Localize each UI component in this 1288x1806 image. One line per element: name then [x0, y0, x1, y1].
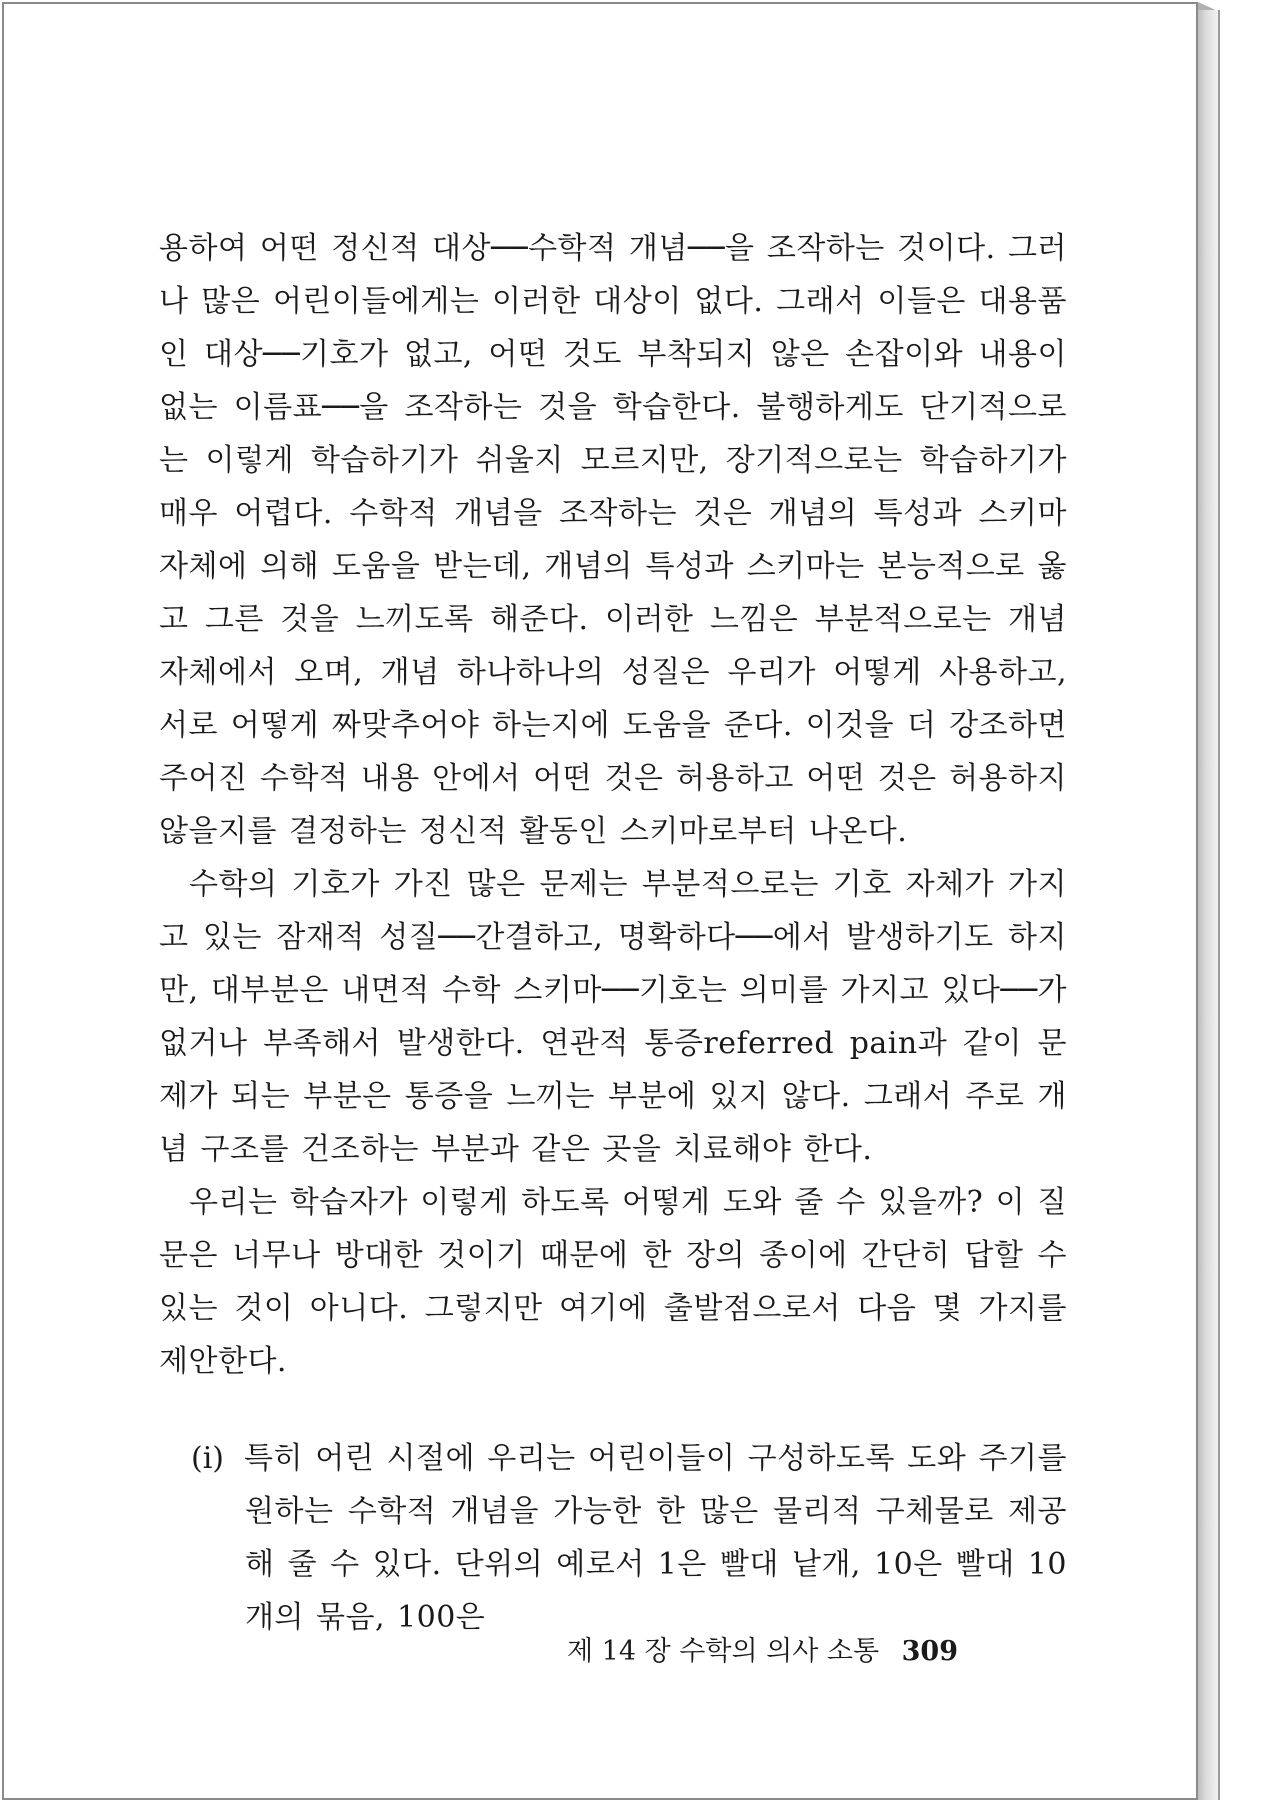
page-number: 309 [901, 1636, 958, 1667]
chapter-title: 제 14 장 수학의 의사 소통 [567, 1636, 880, 1667]
list-marker: (ⅰ) [191, 1441, 225, 1476]
running-footer [567, 1632, 958, 1672]
numbered-list [159, 1432, 1067, 1644]
paragraph: 수학의 기호가 가진 많은 문제는 부분적으로는 기호 자체가 가지고 있는 잠재적 성질──간결하고, 명확하다──에서 발생하기도 하지만, 대부분은 내면적 수학 스키마──기호는 의미를 가지고 있다──가 없거나 부족해서 발생한다. 연관적 통증referred pain과 같이 문제가 되는 부분은 통증을 느끼는 부분에 있지 않다. 그래서 주로 개념 구조를 건조하는 부분과 같은 곳을 치료해야 한다. [159, 867, 1067, 1167]
list-item [159, 1432, 1067, 1644]
list-item-text: 특히 어린 시절에 우리는 어린이들이 구성하도록 도와 주기를 원하는 수학적 개념을 가능한 한 많은 물리적 구체물로 제공해 줄 수 있다. 단위의 예로서 1은 빨대 낱개, 10은 빨대 10개의 묶음, 100은 [244, 1441, 1067, 1635]
body-text [159, 222, 1067, 1388]
page-stack-edge [1198, 10, 1220, 1800]
paragraph: 용하여 어떤 정신적 대상──수학적 개념──을 조작하는 것이다. 그러나 많은 어린이들에게는 이러한 대상이 없다. 그래서 이들은 대용품인 대상──기호가 없고, 어떤 것도 부착되지 않은 손잡이와 내용이 없는 이름표──을 조작하는 것을 학습한다. 불행하게도 단기적으로는 이렇게 학습하기가 쉬울지 모르지만, 장기적으로는 학습하기가 매우 어렵다. 수학적 개념을 조작하는 것은 개념의 특성과 스키마 자체에 의해 도움을 받는데, 개념의 특성과 스키마는 본능적으로 옳고 그른 것을 느끼도록 해준다. 이러한 느낌은 부분적으로는 개념 자체에서 오며, 개념 하나하나의 성질은 우리가 어떻게 사용하고, 서로 어떻게 짜맞추어야 하는지에 도움을 준다. 이것을 더 강조하면 주어진 수학적 내용 안에서 어떤 것은 허용하고 어떤 것은 허용하지 않을지를 결정하는 정신적 활동인 스키마로부터 나온다. [159, 231, 1067, 849]
book-page [2, 2, 1198, 1800]
paragraph: 우리는 학습자가 이렇게 하도록 어떻게 도와 줄 수 있을까? 이 질문은 너무나 방대한 것이기 때문에 한 장의 종이에 간단히 답할 수 있는 것이 아니다. 그렇지만 여기에 출발점으로서 다음 몇 가지를 제안한다. [159, 1185, 1067, 1379]
